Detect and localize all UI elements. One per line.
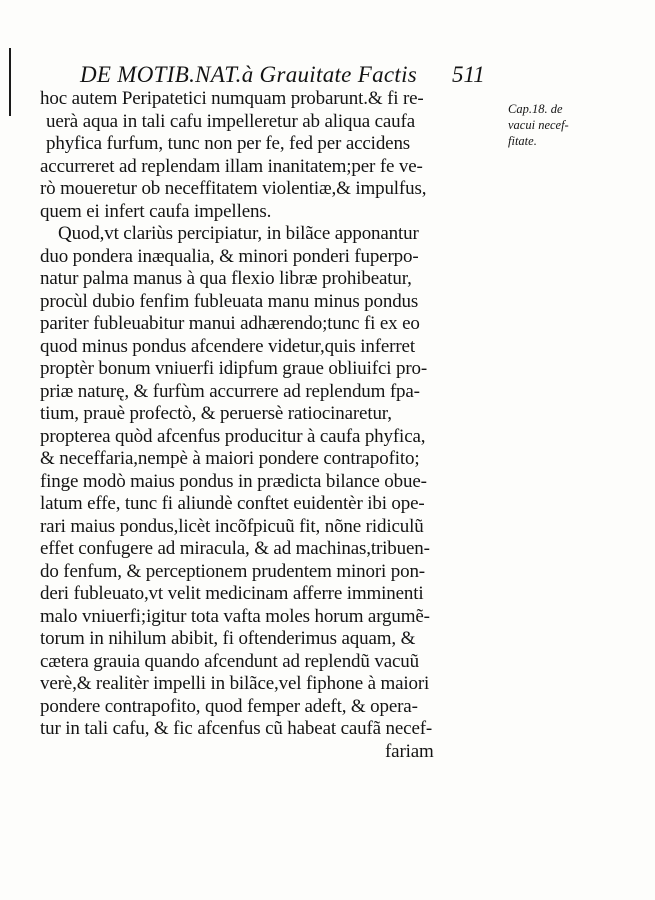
- text-line: rò moueretur ob neceffitatem violentiæ,& impulfus,: [40, 178, 427, 199]
- text-line: propterea quòd afcenfus producitur à caufa phyfica,: [40, 425, 426, 447]
- running-head-title: DE MOTIB.NAT.à Grauitate Factis: [80, 62, 418, 87]
- text-line: quem ei infert caufa impellens.: [40, 200, 272, 222]
- text-line: verè,& realitèr impelli in bilãce,vel fiphone à maiori: [40, 673, 430, 694]
- text-line: latum effe, tunc fi aliundè conftet euidentèr ibi ope-: [40, 493, 425, 514]
- text-line: deri fubleuato,vt velit medicinam afferre imminenti: [40, 583, 424, 604]
- paragraph-start-line: Quod,vt clariùs percipiatur, in bilãce apponantur: [58, 223, 419, 244]
- text-line: accurreret ad replendam illam inanitatem;per fe ve-: [40, 155, 423, 177]
- text-line: tium, prauè profectò, & peruersè ratiocinaretur,: [40, 403, 392, 424]
- text-line: uerà aqua in tali cafu impelleretur ab aliqua caufa: [46, 110, 415, 132]
- text-line: procùl dubio fenfim fubleuata manu minus pondus: [40, 290, 419, 312]
- body-text: [40, 88, 500, 763]
- text-line: duo pondera inæqualia, & minori ponderi fuperpo-: [40, 245, 419, 267]
- text-line: natur palma manus à qua flexio libræ prohibeatur,: [40, 268, 412, 289]
- margin-note-line: Cap.18. de: [508, 102, 563, 116]
- text-line: priæ naturę, & furfùm accurrere ad replendum fpa-: [40, 380, 420, 402]
- text-line: phyfica furfum, tunc non per fe, fed per accidens: [46, 133, 411, 154]
- margin-note: [508, 101, 608, 149]
- margin-note-line: fitate.: [508, 134, 537, 148]
- text-line: proptèr bonum vniuerfi idipfum graue obliuifci pro-: [40, 358, 428, 379]
- text-line: & neceffaria,nempè à maiori pondere contrapofito;: [40, 448, 420, 469]
- page-number: 511: [452, 62, 485, 87]
- gutter-line: [9, 48, 11, 116]
- text-line: do fenfum, & perceptionem prudentem minori pon-: [40, 560, 425, 582]
- text-line: hoc autem Peripatetici numquam probarunt.& fi re-: [40, 88, 424, 109]
- text-line: pariter fubleuabitur manui adhærendo;tunc fi ex eo: [40, 313, 420, 334]
- catchword-line: fariam: [385, 740, 434, 762]
- text-line: malo vniuerfi;igitur tota vafta moles horum argumẽ-: [40, 605, 430, 627]
- text-line: finge modò maius pondus in prædicta bilance obue-: [40, 470, 427, 492]
- text-line: effet confugere ad miracula, & ad machinas,tribuen-: [40, 538, 430, 559]
- text-line: quod minus pondus afcendere videtur,quis inferret: [40, 335, 415, 357]
- margin-note-line: vacui necef-: [508, 118, 569, 132]
- text-line: rari maius pondus,licèt incõfpicuũ fit, nõne ridiculũ: [40, 515, 424, 537]
- text-line: cætera grauia quando afcendunt ad replendũ vacuũ: [40, 650, 419, 672]
- text-line: torum in nihilum abibit, fi oftenderimus aquam, &: [40, 628, 416, 649]
- text-line: tur in tali cafu, & fic afcenfus cũ habeat caufã necef-: [40, 718, 433, 739]
- text-line: pondere contrapofito, quod femper adeft, & opera-: [40, 695, 418, 717]
